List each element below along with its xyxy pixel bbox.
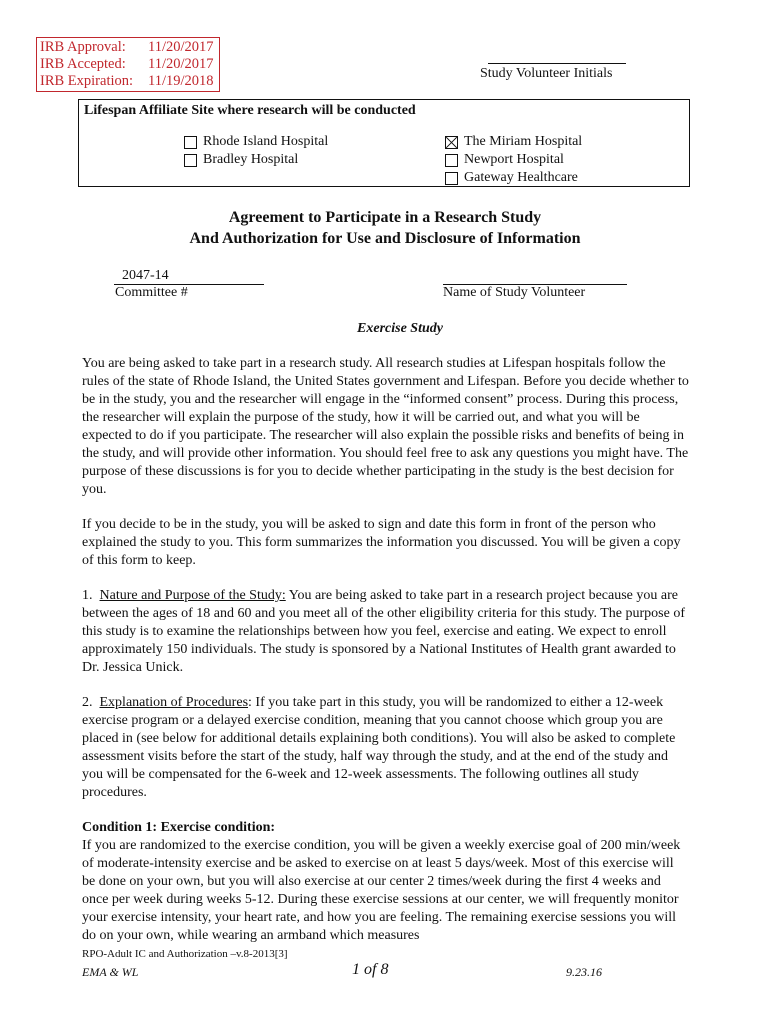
volunteer-name-label: Name of Study Volunteer xyxy=(443,285,586,300)
section-procedures xyxy=(82,694,690,802)
irb-approval-label: IRB Approval: xyxy=(40,39,126,55)
site-option-gateway[interactable] xyxy=(445,169,582,187)
checkbox-icon[interactable] xyxy=(445,172,458,185)
site-option-label: Rhode Island Hospital xyxy=(203,134,329,149)
irb-accepted-date: 11/20/2017 xyxy=(148,56,214,72)
irb-expiration-date: 11/19/2018 xyxy=(148,73,214,89)
checkbox-icon[interactable] xyxy=(184,136,197,149)
intro-paragraph-2-text: If you decide to be in the study, you will be asked to sign and date this form in front of the person who explained the study to you. This form summarizes the information you discussed. You will be given a copy of this form to keep. xyxy=(82,517,681,568)
footer-initials: EMA & WL xyxy=(82,965,139,979)
section-number: 1. xyxy=(82,588,93,603)
intro-paragraph-1-text: You are being asked to take part in a research study. All research studies at Lifespan hospitals follow the rules of the state of Rhode Island, the United States government and Lifespan. Before you decide whether to be in the study, you and the researcher will engage in the “informed consent” process. During this process, the researcher will explain the purpose of the study, how it will be carried out, and what you will be expected to do if you participate. The researcher will also explain the possible risks and benefits of being in the study, and will provide other information. You should feel free to ask any questions you might have. The purpose of these discussions is for you to decide whether participating in the study is the best decision for you. xyxy=(82,356,689,497)
committee-label: Committee # xyxy=(115,285,188,300)
section-number: 2. xyxy=(82,695,93,710)
initials-signature-line[interactable] xyxy=(488,63,626,64)
irb-stamp xyxy=(36,37,220,92)
checkbox-icon[interactable] xyxy=(184,154,197,167)
initials-label: Study Volunteer Initials xyxy=(480,66,613,81)
condition-heading: Condition 1: Exercise condition: xyxy=(82,820,276,835)
checkbox-icon[interactable] xyxy=(445,154,458,167)
footer-date: 9.23.16 xyxy=(566,965,602,979)
site-option-label: The Miriam Hospital xyxy=(464,134,583,149)
section-heading: Explanation of Procedures xyxy=(99,695,249,710)
study-name: Exercise Study xyxy=(357,321,443,336)
site-options-left xyxy=(184,133,328,169)
checked-checkbox-icon[interactable] xyxy=(445,136,458,149)
footer-form-id: RPO-Adult IC and Authorization –v.8-2013[3] xyxy=(82,948,288,960)
section-text: : If you take part in this study, you will be randomized to either a 12-week exercise program or a delayed exercise condition, meaning that you cannot choose which group you are placed in (see below for additional details explaining both conditions). You will also be asked to complete assessment visits before the start of the study, half way through the study, and at the end of the study and you will be compensated for the 6-week and 12-week assessments. The following outlines all study procedures. xyxy=(82,695,676,800)
intro-paragraph-2 xyxy=(82,516,690,570)
committee-number: 2047-14 xyxy=(122,268,169,283)
site-option-label: Bradley Hospital xyxy=(203,152,299,167)
site-option-bradley[interactable] xyxy=(184,151,328,169)
site-option-newport[interactable] xyxy=(445,151,582,169)
section-nature-purpose xyxy=(82,587,690,677)
site-heading: Lifespan Affiliate Site where research will be conducted xyxy=(84,103,416,118)
intro-paragraph-1 xyxy=(82,355,690,499)
document-title-line-1: Agreement to Participate in a Research Study xyxy=(228,209,542,226)
site-option-miriam[interactable] xyxy=(445,133,582,151)
document-title-line-2: And Authorization for Use and Disclosure of Information xyxy=(189,230,581,247)
footer-page-number: 1 of 8 xyxy=(352,961,389,978)
section-heading: Nature and Purpose of the Study: xyxy=(99,588,286,603)
irb-accepted-label: IRB Accepted: xyxy=(40,56,126,72)
site-option-rhode-island[interactable] xyxy=(184,133,328,151)
condition-1 xyxy=(82,819,690,945)
irb-approval-date: 11/20/2017 xyxy=(148,39,214,55)
site-options-right xyxy=(445,133,582,187)
section-text: You are being asked to take part in a research project because you are between the ages of 18 and 60 and you meet all of the other eligibility criteria for this study. The purpose of this study is to examine the relationships between how you feel, exercise and eating. We expect to enroll approximately 150 individuals. The study is sponsored by a National Institutes of Health grant awarded to Dr. Jessica Unick. xyxy=(82,588,685,675)
irb-expiration-label: IRB Expiration: xyxy=(40,73,134,89)
site-option-label: Newport Hospital xyxy=(464,152,564,167)
condition-text: If you are randomized to the exercise condition, you will be given a weekly exercise goal of 200 min/week of moderate-intensity exercise and be asked to exercise on at least 5 days/week. Most of this exercise will be done on your own, but you will also exercise at our center 2 times/week during the first 4 weeks and once per week during weeks 5-12. During these exercise sessions at our center, we will frequently monitor your exercise intensity, your heart rate, and how you are feeling. The remaining exercise sessions you will do on your own, while wearing an armband which measures xyxy=(82,838,681,943)
site-option-label: Gateway Healthcare xyxy=(464,170,578,185)
